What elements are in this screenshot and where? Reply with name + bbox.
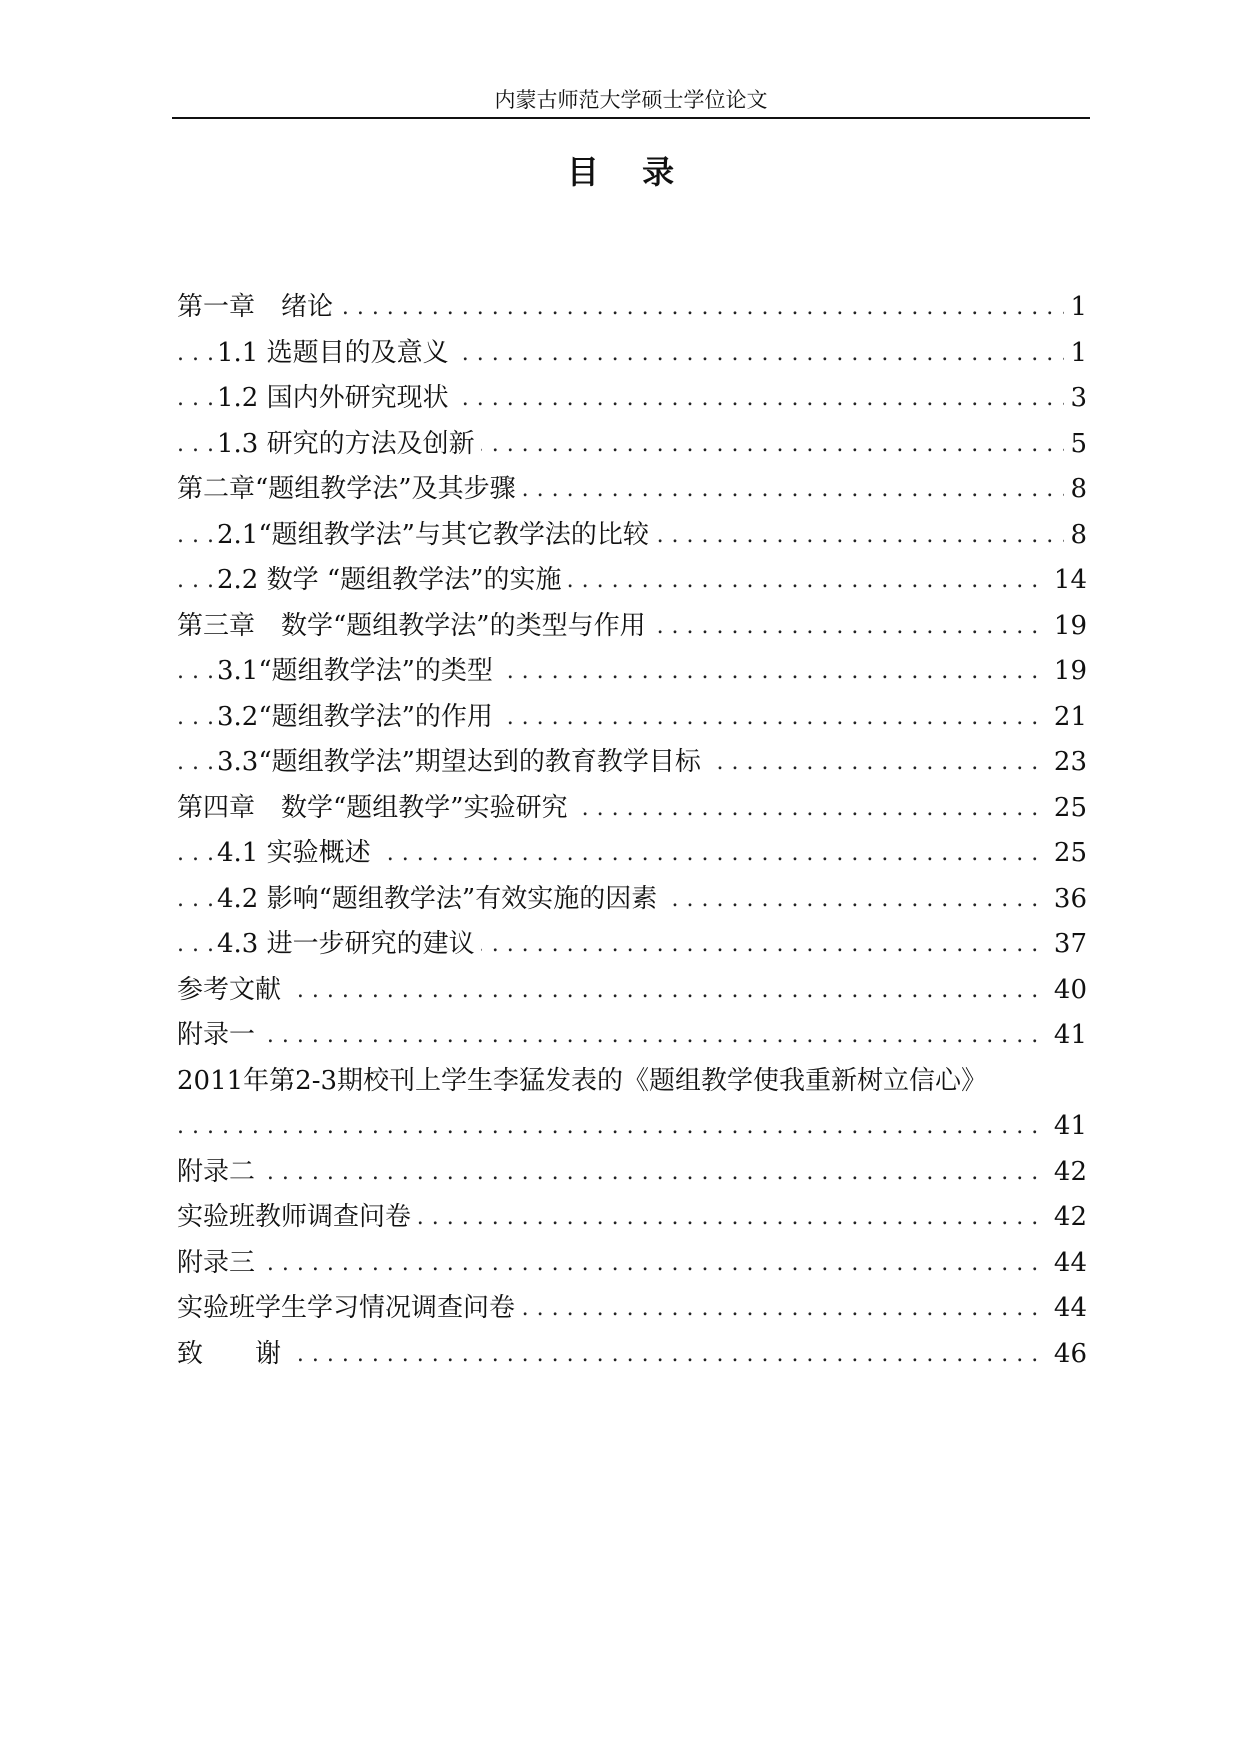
toc-entry[interactable] [177,831,1087,877]
toc-label: 附录三 [177,1248,261,1278]
toc-entry[interactable] [177,558,1087,604]
toc-entry[interactable] [177,1150,1087,1196]
toc-page-number: 41 [1048,1013,1087,1059]
toc-label: 2.2 数学 “题组教学法”的实施 [217,565,567,595]
toc-entry[interactable] [177,422,1087,468]
toc-entry[interactable] [177,786,1087,832]
toc-label: 实验班学生学习情况调查问卷 [177,1293,521,1323]
toc-label: 1.1 选题目的及意义 [217,338,455,368]
toc-entry[interactable] [177,513,1087,559]
toc-page-number: 23 [1048,740,1087,786]
toc-label: 4.2 影响“题组教学法”有效实施的因素 [217,884,663,914]
toc-page-number: 5 [1064,422,1087,468]
toc-label: 附录二 [177,1157,261,1187]
toc-entry[interactable] [177,740,1087,786]
toc-page-number: 25 [1048,786,1087,832]
toc-page-number: 42 [1048,1150,1087,1196]
toc-label: 4.3 进一步研究的建议 [217,929,481,959]
toc-page-number: 19 [1048,604,1087,650]
toc-label: 实验班教师调查问卷 [177,1202,417,1232]
toc-label: 3.2“题组教学法”的作用 [217,702,499,732]
toc-entry[interactable] [177,604,1087,650]
toc-label: 第二章“题组教学法”及其步骤 [177,474,522,504]
toc-page-number: 36 [1048,877,1087,923]
running-header: 内蒙古师范大学硕士学位论文 [494,88,768,112]
toc-entry[interactable] [177,695,1087,741]
toc-label: 第三章 数学“题组教学法”的类型与作用 [177,611,652,641]
toc-entry[interactable] [177,331,1087,377]
toc-entry[interactable] [177,649,1087,695]
toc-entry[interactable] [177,1195,1087,1241]
toc-label: 2.1“题组教学法”与其它教学法的比较 [217,520,655,550]
toc-list [177,285,1087,1377]
toc-entry[interactable] [177,1013,1087,1059]
toc-entry[interactable] [177,877,1087,923]
toc-entry[interactable] [177,285,1087,331]
toc-page-number: 19 [1048,649,1087,695]
toc-label: 第一章 绪论 [177,292,339,322]
toc-page-number: 8 [1064,513,1087,559]
toc-entry[interactable] [177,968,1087,1014]
toc-page-number: 42 [1048,1195,1087,1241]
toc-label: 2011年第2-3期校刊上学生李猛发表的《题组教学使我重新树立信心》 [177,1066,993,1096]
toc-page-number: 1 [1064,285,1087,331]
toc-page-number: 46 [1048,1332,1087,1378]
toc-entry[interactable] [177,467,1087,513]
toc-entry[interactable] [177,1286,1087,1332]
toc-label: 3.1“题组教学法”的类型 [217,656,499,686]
toc-label: 3.3“题组教学法”期望达到的教育教学目标 [217,747,707,777]
toc-label: 附录一 [177,1020,261,1050]
toc-label: 1.3 研究的方法及创新 [217,429,481,459]
toc-label: 4.1 实验概述 [217,838,377,868]
toc-entry[interactable] [177,1104,1087,1150]
toc-label: 1.2 国内外研究现状 [217,383,455,413]
toc-page-number: 21 [1048,695,1087,741]
toc-page-number: 1 [1064,331,1087,377]
toc-page-number: 44 [1048,1286,1087,1332]
toc-page-number: 37 [1048,922,1087,968]
toc-entry[interactable] [177,376,1087,422]
toc-page-number: 14 [1048,558,1087,604]
toc-entry[interactable] [177,1332,1087,1378]
toc-page-number: 40 [1048,968,1087,1014]
toc-page-number: 44 [1048,1241,1087,1287]
toc-page-number: 8 [1064,467,1087,513]
toc-entry[interactable] [177,1241,1087,1287]
toc-entry[interactable] [177,922,1087,968]
toc-title: 目 录 [566,153,691,191]
toc-label: 致 谢 [177,1339,287,1369]
toc-page-number: 3 [1064,376,1087,422]
toc-page-number: 25 [1048,831,1087,877]
toc-label: 参考文献 [177,975,287,1005]
toc-page-number: 41 [1048,1104,1087,1150]
toc-label: 第四章 数学“题组教学”实验研究 [177,793,574,823]
header-rule [172,117,1090,119]
toc-entry[interactable] [177,1059,1087,1105]
